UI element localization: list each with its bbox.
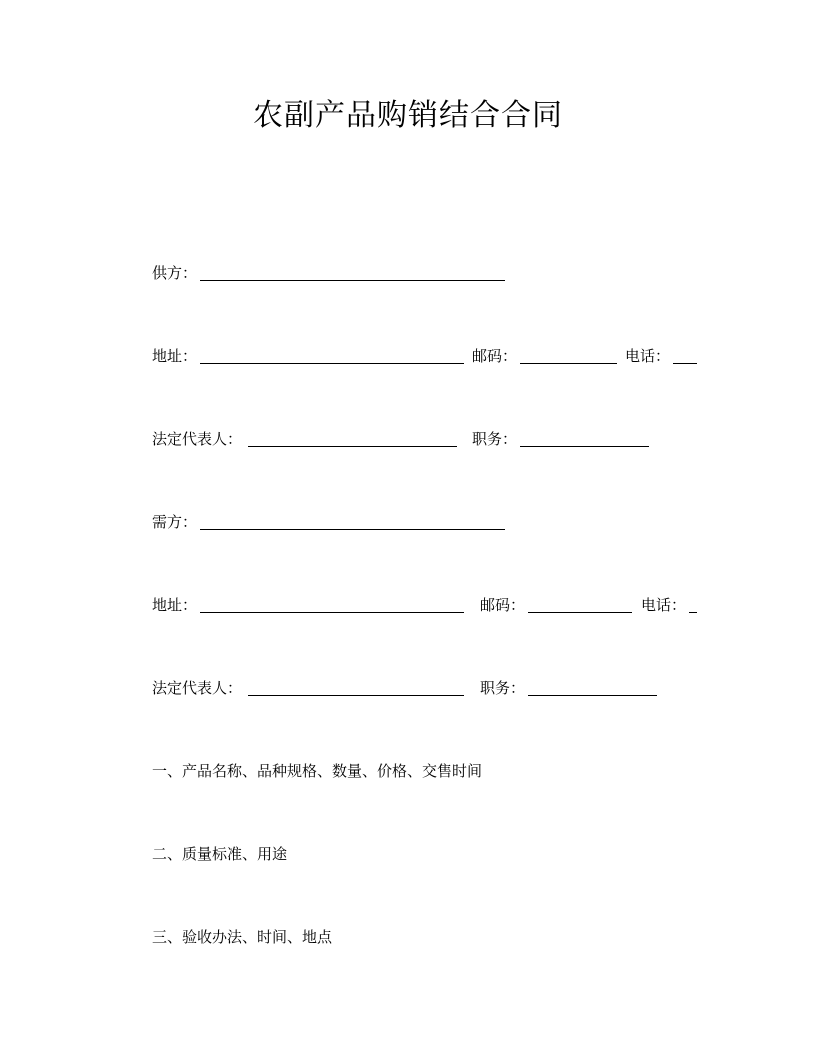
supplier-name-field[interactable]: [200, 280, 505, 281]
buyer-postcode-field[interactable]: [528, 612, 632, 613]
section-heading-3: 三、验收办法、时间、地点: [152, 928, 333, 946]
supplier-phone-field[interactable]: [673, 363, 697, 364]
buyer-address-field[interactable]: [200, 612, 464, 613]
buyer-legal-rep-label: 法定代表人：: [152, 679, 243, 697]
buyer-legal-rep-field[interactable]: [248, 695, 464, 696]
buyer-position-field[interactable]: [528, 695, 657, 696]
buyer-address-label: 地址：: [152, 596, 198, 614]
supplier-legal-rep-label: 法定代表人：: [152, 430, 243, 448]
document-title: 农副产品购销结合合同: [253, 98, 563, 133]
supplier-postcode-label: 邮码：: [472, 347, 518, 365]
supplier-address-field[interactable]: [200, 363, 464, 364]
supplier-postcode-field[interactable]: [520, 363, 617, 364]
supplier-address-label: 地址：: [152, 347, 198, 365]
buyer-name-label: 需方：: [152, 513, 198, 531]
buyer-phone-field[interactable]: [689, 612, 697, 613]
supplier-phone-label: 电话：: [625, 347, 671, 365]
buyer-phone-label: 电话：: [641, 596, 687, 614]
supplier-position-label: 职务：: [472, 430, 518, 448]
buyer-postcode-label: 邮码：: [480, 596, 526, 614]
supplier-name-label: 供方：: [152, 264, 198, 282]
supplier-legal-rep-field[interactable]: [248, 446, 457, 447]
buyer-name-field[interactable]: [200, 529, 505, 530]
section-heading-2: 二、质量标准、用途: [152, 845, 288, 863]
buyer-position-label: 职务：: [480, 679, 526, 697]
supplier-position-field[interactable]: [520, 446, 649, 447]
section-heading-1: 一、产品名称、品种规格、数量、价格、交售时间: [152, 762, 483, 780]
